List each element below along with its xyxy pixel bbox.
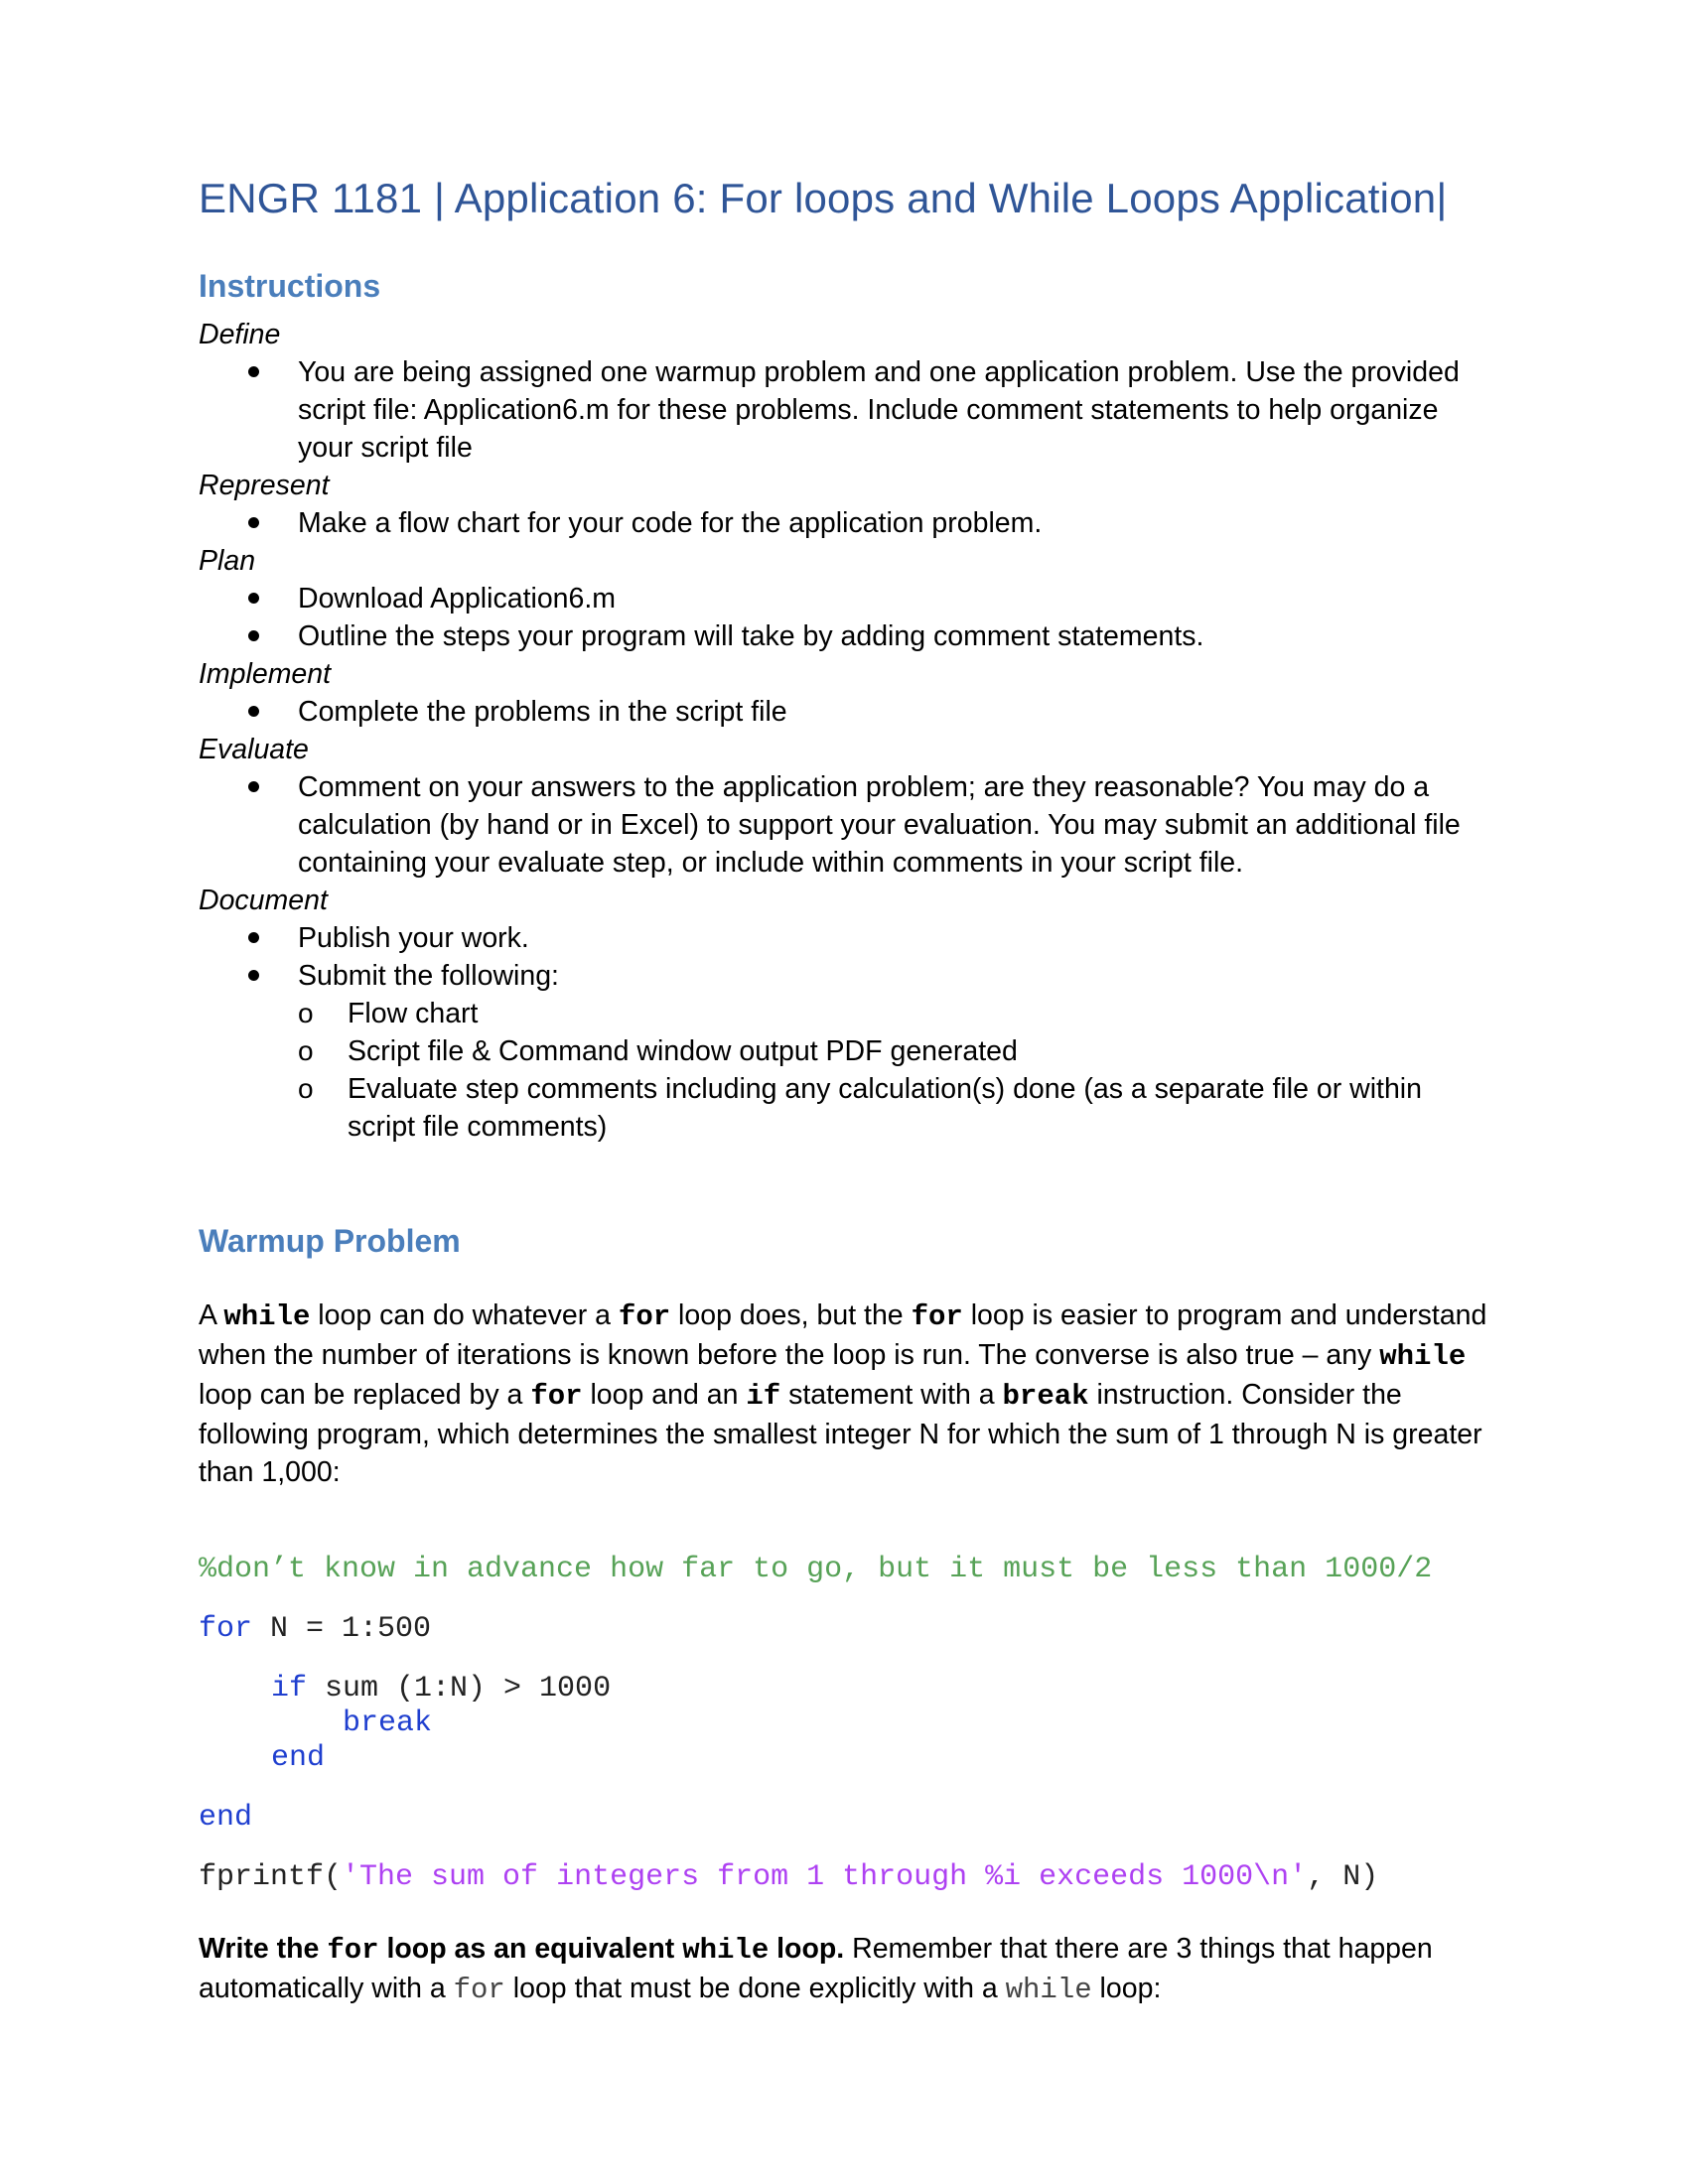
circle-bullet-icon: o xyxy=(298,998,314,1028)
code-line-end-inner: end xyxy=(271,1741,326,1775)
instructions-body xyxy=(199,316,1489,1146)
section-label-define: Define xyxy=(199,319,281,350)
section-label-plan: Plan xyxy=(199,545,256,577)
section-label-document: Document xyxy=(199,885,328,916)
list-item: Outline the steps your program will take by adding comment statements. xyxy=(199,617,1489,655)
code-line-for: for N = 1:500 xyxy=(199,1612,432,1646)
code-line-break: break xyxy=(343,1706,433,1740)
bullet-icon xyxy=(248,366,259,377)
list-item: You are being assigned one warmup problem and one application problem. Use the provided script file: Application6.m for these problems. Include comment statements to help organize your script file xyxy=(199,353,1489,467)
list-item: Submit the following: xyxy=(199,957,1489,995)
sub-list-item: o Script file & Command window output PDF generated xyxy=(199,1032,1489,1070)
circle-bullet-icon: o xyxy=(298,1073,314,1104)
code-comment: %don’t know in advance how far to go, but it must be less than 1000/2 xyxy=(199,1553,1433,1586)
bullet-icon xyxy=(248,781,259,792)
section-label-represent: Represent xyxy=(199,470,330,501)
sub-list-item: o Evaluate step comments including any calculation(s) done (as a separate file or within script file comments) xyxy=(199,1070,1489,1146)
code-line-fprintf: fprintf('The sum of integers from 1 through %i exceeds 1000\n', N) xyxy=(199,1860,1379,1894)
bullet-icon xyxy=(248,593,259,604)
warmup-paragraph: A while loop can do whatever a for loop does, but the for loop is easier to program and understand when the number of iterations is known before the loop is run. The converse is also true – any while loop can be replaced by a for loop and an if statement with a break instruction. Consider the following program, which determines the smallest integer N for which the sum of 1 through N is greater than 1,000: xyxy=(199,1299,1487,1488)
sub-list-item: o Flow chart xyxy=(199,995,1489,1032)
list-item: Comment on your answers to the application problem; are they reasonable? You may do a calculation (by hand or in Excel) to support your evaluation. You may submit an additional file containing your evaluate step, or include within comments in your script file. xyxy=(199,768,1489,882)
code-line-end-outer: end xyxy=(199,1801,253,1835)
list-item: Download Application6.m xyxy=(199,580,1489,617)
section-label-implement: Implement xyxy=(199,658,332,690)
list-item: Complete the problems in the script file xyxy=(199,693,1489,731)
instructions-heading: Instructions xyxy=(199,268,381,304)
circle-bullet-icon: o xyxy=(298,1035,314,1066)
warmup-task-paragraph: Write the for loop as an equivalent while loop. Remember that there are 3 things that happen automatically with a for loop that must be done explicitly with a while loop: xyxy=(199,1933,1433,2006)
section-label-evaluate: Evaluate xyxy=(199,734,309,765)
page-title: ENGR 1181 | Application 6: For loops and While Loops Application| xyxy=(199,175,1448,221)
warmup-heading: Warmup Problem xyxy=(199,1223,461,1259)
bullet-icon xyxy=(248,970,259,981)
list-item: Make a flow chart for your code for the application problem. xyxy=(199,504,1489,542)
bullet-icon xyxy=(248,932,259,943)
bullet-icon xyxy=(248,706,259,717)
list-item: Publish your work. xyxy=(199,919,1489,957)
bullet-icon xyxy=(248,630,259,641)
bullet-icon xyxy=(248,517,259,528)
code-line-if: if sum (1:N) > 1000 xyxy=(271,1672,612,1706)
